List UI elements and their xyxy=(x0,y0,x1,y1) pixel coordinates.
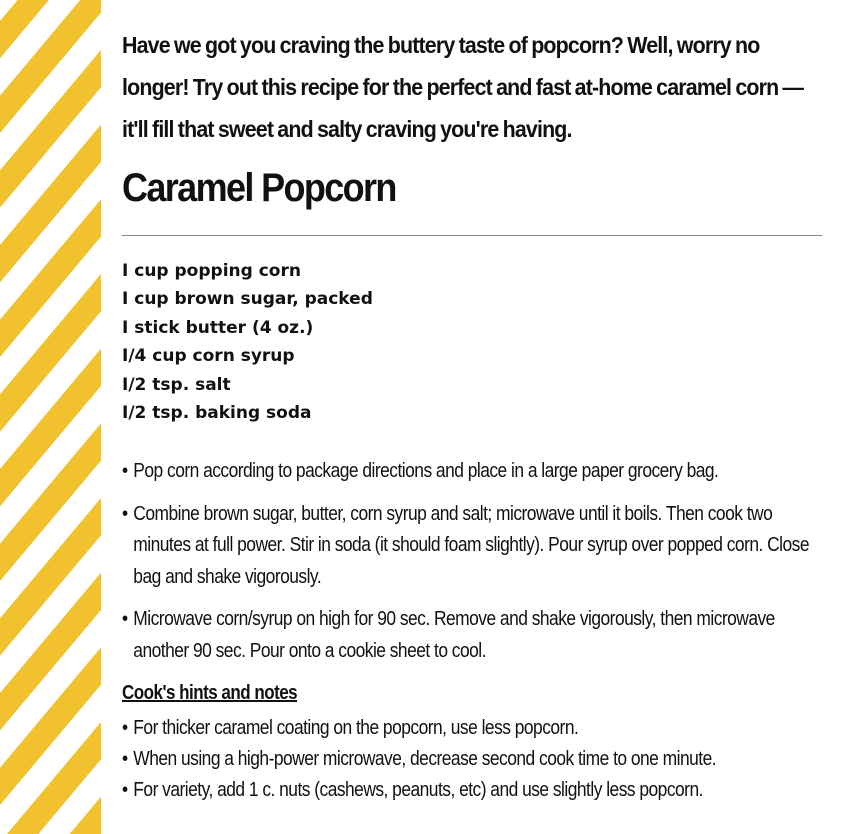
direction-text: Pop corn according to package directions and place in a large paper grocery bag. xyxy=(133,460,719,482)
bullet-icon: • xyxy=(122,779,128,801)
ingredient-item: I/4 cup corn syrup xyxy=(122,346,295,367)
bullet-icon: • xyxy=(122,608,128,630)
direction-step xyxy=(122,604,821,667)
hint-item xyxy=(122,713,716,744)
decorative-stripes xyxy=(0,0,101,834)
title-divider xyxy=(122,235,822,236)
direction-step xyxy=(122,499,821,594)
hint-text: For variety, add 1 c. nuts (cashews, peanuts, etc) and use slightly less popcorn. xyxy=(133,779,703,801)
bullet-icon: • xyxy=(122,748,128,770)
bullet-icon: • xyxy=(122,717,128,739)
recipe-title: Caramel Popcorn xyxy=(122,166,396,210)
ingredient-item: I/2 tsp. salt xyxy=(122,374,231,395)
hint-text: When using a high-power microwave, decrease second cook time to one minute. xyxy=(133,748,717,770)
direction-step xyxy=(122,456,821,488)
hint-item xyxy=(122,775,716,806)
directions-list xyxy=(122,456,842,667)
intro-text: Have we got you craving the buttery taste of popcorn? Well, worry no longer! Try out this recipe for the perfect and fast at-home caramel corn — it'll fill that sweet and salty craving you're having. xyxy=(122,32,804,142)
hints-list xyxy=(122,713,805,806)
ingredient-item: I/2 tsp. baking soda xyxy=(122,403,312,424)
hint-text: For thicker caramel coating on the popcorn, use less popcorn. xyxy=(133,717,579,739)
bullet-icon: • xyxy=(122,502,128,525)
ingredient-item: I cup popping corn xyxy=(122,261,301,281)
ingredient-item: I cup brown sugar, packed xyxy=(122,289,373,310)
hints-heading: Cook's hints and notes xyxy=(122,682,298,704)
direction-text: Combine brown sugar, butter, corn syrup and salt; microwave until it boils. Then cook two minutes at full power. Stir in soda (it should foam slightly). Pour syrup over popped corn. Close bag and shake vigorously. xyxy=(133,502,810,588)
ingredient-list xyxy=(122,257,373,427)
hint-item xyxy=(122,744,716,775)
ingredient-item: I stick butter (4 oz.) xyxy=(122,317,314,338)
bullet-icon: • xyxy=(122,460,128,482)
direction-text: Microwave corn/syrup on high for 90 sec. Remove and shake vigorously, then microwave another 90 sec. Pour onto a cookie sheet to cool. xyxy=(133,608,775,662)
recipe-card xyxy=(122,24,832,801)
